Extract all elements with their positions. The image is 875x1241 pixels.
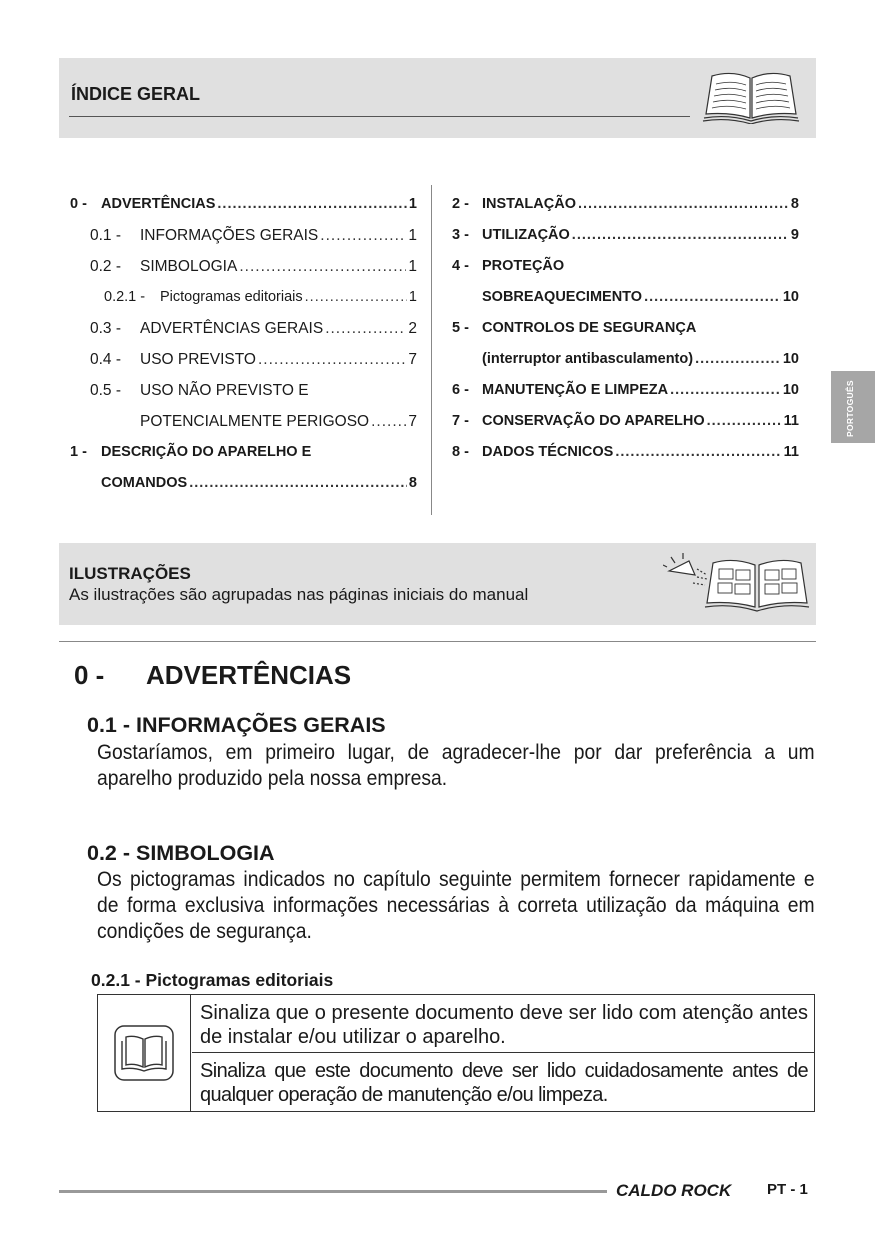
toc-entry-label: ADVERTÊNCIAS <box>101 196 216 212</box>
toc-entry[interactable] <box>452 189 799 220</box>
pictogram-description-read-before-install: Sinaliza que o presente documento deve ser lido com atenção antes de instalar e/ou utilizar o aparelho. <box>192 995 814 1053</box>
toc-entry-label: SOBREAQUECIMENTO <box>482 289 643 305</box>
toc-leader-dots <box>615 437 781 468</box>
footer-page-number: PT - 1 <box>767 1181 808 1198</box>
toc-entry[interactable] <box>452 406 799 437</box>
toc-entry-number: 1 - <box>70 444 87 460</box>
toc-leader-dots <box>217 189 407 220</box>
toc-entry-number: 3 - <box>452 227 469 243</box>
toc-entry-page: 7 <box>408 351 417 368</box>
toc-leader-dots <box>707 406 782 437</box>
toc-entry[interactable] <box>452 220 799 251</box>
toc-entry[interactable] <box>70 344 417 375</box>
toc-leader-dots <box>258 344 406 375</box>
toc-entry-page: 7 <box>408 413 417 430</box>
toc-entry[interactable] <box>452 375 799 406</box>
toc-leader-dots <box>325 313 406 344</box>
toc-leader-dots <box>189 468 407 499</box>
section-separator <box>59 641 816 642</box>
toc-column-divider <box>431 185 432 515</box>
toc-entry[interactable] <box>70 437 417 468</box>
toc-entry-label: ADVERTÊNCIAS GERAIS <box>140 320 324 337</box>
index-header-band <box>59 58 816 138</box>
toc-entry-page: 10 <box>782 289 799 305</box>
toc-entry[interactable] <box>70 375 417 406</box>
toc-entry-label: DESCRIÇÃO DO APARELHO E <box>101 444 312 460</box>
toc-entry-page: 2 <box>408 320 417 337</box>
toc-entry-page: 1 <box>408 258 417 275</box>
book-pictogram-icon <box>114 1025 174 1081</box>
toc-entry-page: 1 <box>408 289 417 305</box>
toc-entry-number: 0.1 - <box>90 227 122 244</box>
toc-entry-continuation[interactable] <box>70 468 417 499</box>
open-book-icon <box>702 68 800 129</box>
language-side-tab-label: PORTOGUÊS <box>845 380 855 437</box>
section-number: 0 - <box>74 660 105 690</box>
toc-entry-page: 10 <box>782 382 799 398</box>
toc-entry-label: MANUTENÇÃO E LIMPEZA <box>482 382 669 398</box>
toc-entry-label: CONSERVAÇÃO DO APARELHO <box>482 413 705 429</box>
toc-entry-page: 9 <box>790 227 799 243</box>
toc-entry-page: 1 <box>408 227 417 244</box>
toc-entry-number: 0 - <box>70 196 87 212</box>
toc-entry[interactable] <box>70 220 417 251</box>
toc-entry[interactable] <box>70 251 417 282</box>
toc-entry-label: UTILIZAÇÃO <box>482 227 570 243</box>
toc-entry-page: 11 <box>783 413 799 429</box>
toc-entry-number: 0.2.1 - <box>104 289 146 305</box>
illustrations-title: ILUSTRAÇÕES <box>69 564 191 583</box>
toc-leader-dots <box>305 282 407 313</box>
toc-entry[interactable] <box>70 313 417 344</box>
toc-leader-dots <box>320 220 406 251</box>
toc-entry-number: 8 - <box>452 444 469 460</box>
toc-entry-number: 2 - <box>452 196 469 212</box>
toc-entry-label: USO PREVISTO <box>140 351 256 368</box>
open-book-with-lamp-icon <box>663 553 811 618</box>
illustrations-band <box>59 543 816 625</box>
pictogram-description-read-before-maintenance: Sinaliza que este documento deve ser lido cuidadosamente antes de qualquer operação de manutenção e/ou limpeza. <box>200 1060 808 1106</box>
toc-entry[interactable] <box>70 189 417 220</box>
toc-entry-label: PROTEÇÃO <box>482 258 565 274</box>
toc-entry-label: SIMBOLOGIA <box>140 258 238 275</box>
toc-entry-page: 1 <box>408 196 417 212</box>
toc-entry-label: (interruptor antibasculamento) <box>482 351 694 367</box>
toc-entry-label: INFORMAÇÕES GERAIS <box>140 227 319 244</box>
toc-leader-dots <box>695 344 781 375</box>
toc-entry-page: 11 <box>783 444 799 460</box>
index-title: ÍNDICE GERAL <box>71 84 201 104</box>
toc-entry-label: Pictogramas editoriais <box>160 289 303 305</box>
toc-entry[interactable] <box>452 251 799 282</box>
pictogram-table <box>97 994 815 1112</box>
toc-entry-number: 6 - <box>452 382 469 398</box>
toc-entry-page: 8 <box>408 475 417 491</box>
toc-entry-label: INSTALAÇÃO <box>482 196 576 212</box>
paragraph-symbology: Os pictogramas indicados no capítulo seguinte permitem fornecer rapidamente e de forma exclusiva informações necessárias à correta utilização da máquina em condições de segurança. <box>97 868 815 943</box>
section-title: ADVERTÊNCIAS <box>146 660 352 690</box>
toc-left-column <box>70 189 417 499</box>
toc-entry-continuation[interactable] <box>452 344 799 375</box>
paragraph-general-info: Gostaríamos, em primeiro lugar, de agradecer-lhe por dar preferência a um aparelho produzido pela nossa empresa. <box>97 741 815 790</box>
toc-entry-continuation[interactable] <box>452 282 799 313</box>
toc-entry-number: 0.5 - <box>90 382 122 399</box>
index-title-rule <box>69 116 690 117</box>
subsection-heading-symbology: 0.2 - SIMBOLOGIA <box>87 841 275 865</box>
toc-leader-dots <box>578 189 789 220</box>
toc-leader-dots <box>239 251 406 282</box>
toc-leader-dots <box>644 282 781 313</box>
toc-right-column <box>452 189 799 468</box>
footer-brand: CALDO ROCK <box>616 1181 732 1200</box>
illustrations-text: As ilustrações são agrupadas nas páginas iniciais do manual <box>69 585 529 604</box>
toc-entry-continuation[interactable] <box>70 406 417 437</box>
toc-entry-label: USO NÃO PREVISTO E <box>140 382 309 399</box>
footer-rule <box>59 1190 607 1193</box>
toc-entry-page: 8 <box>790 196 799 212</box>
subsubsection-heading-pictograms: 0.2.1 - Pictogramas editoriais <box>91 970 334 990</box>
toc-entry-number: 4 - <box>452 258 469 274</box>
toc-entry[interactable] <box>70 282 417 313</box>
toc-leader-dots <box>670 375 781 406</box>
toc-entry[interactable] <box>452 313 799 344</box>
toc-entry-number: 0.4 - <box>90 351 122 368</box>
subsection-heading-general-info: 0.1 - INFORMAÇÕES GERAIS <box>87 713 386 737</box>
toc-leader-dots <box>371 406 406 437</box>
toc-entry-label: COMANDOS <box>101 475 188 491</box>
toc-entry-number: 0.2 - <box>90 258 122 275</box>
toc-entry-label: POTENCIALMENTE PERIGOSO <box>140 413 370 430</box>
toc-leader-dots <box>572 220 789 251</box>
toc-entry-number: 0.3 - <box>90 320 122 337</box>
section-heading <box>74 660 351 691</box>
language-side-tab <box>831 371 875 443</box>
toc-entry-label: CONTROLOS DE SEGURANÇA <box>482 320 697 336</box>
toc-entry-number: 5 - <box>452 320 469 336</box>
toc-entry-number: 7 - <box>452 413 469 429</box>
toc-entry[interactable] <box>452 437 799 468</box>
pictogram-icon-cell <box>98 995 191 1111</box>
toc-entry-page: 10 <box>782 351 799 367</box>
toc-entry-label: DADOS TÉCNICOS <box>482 444 614 460</box>
